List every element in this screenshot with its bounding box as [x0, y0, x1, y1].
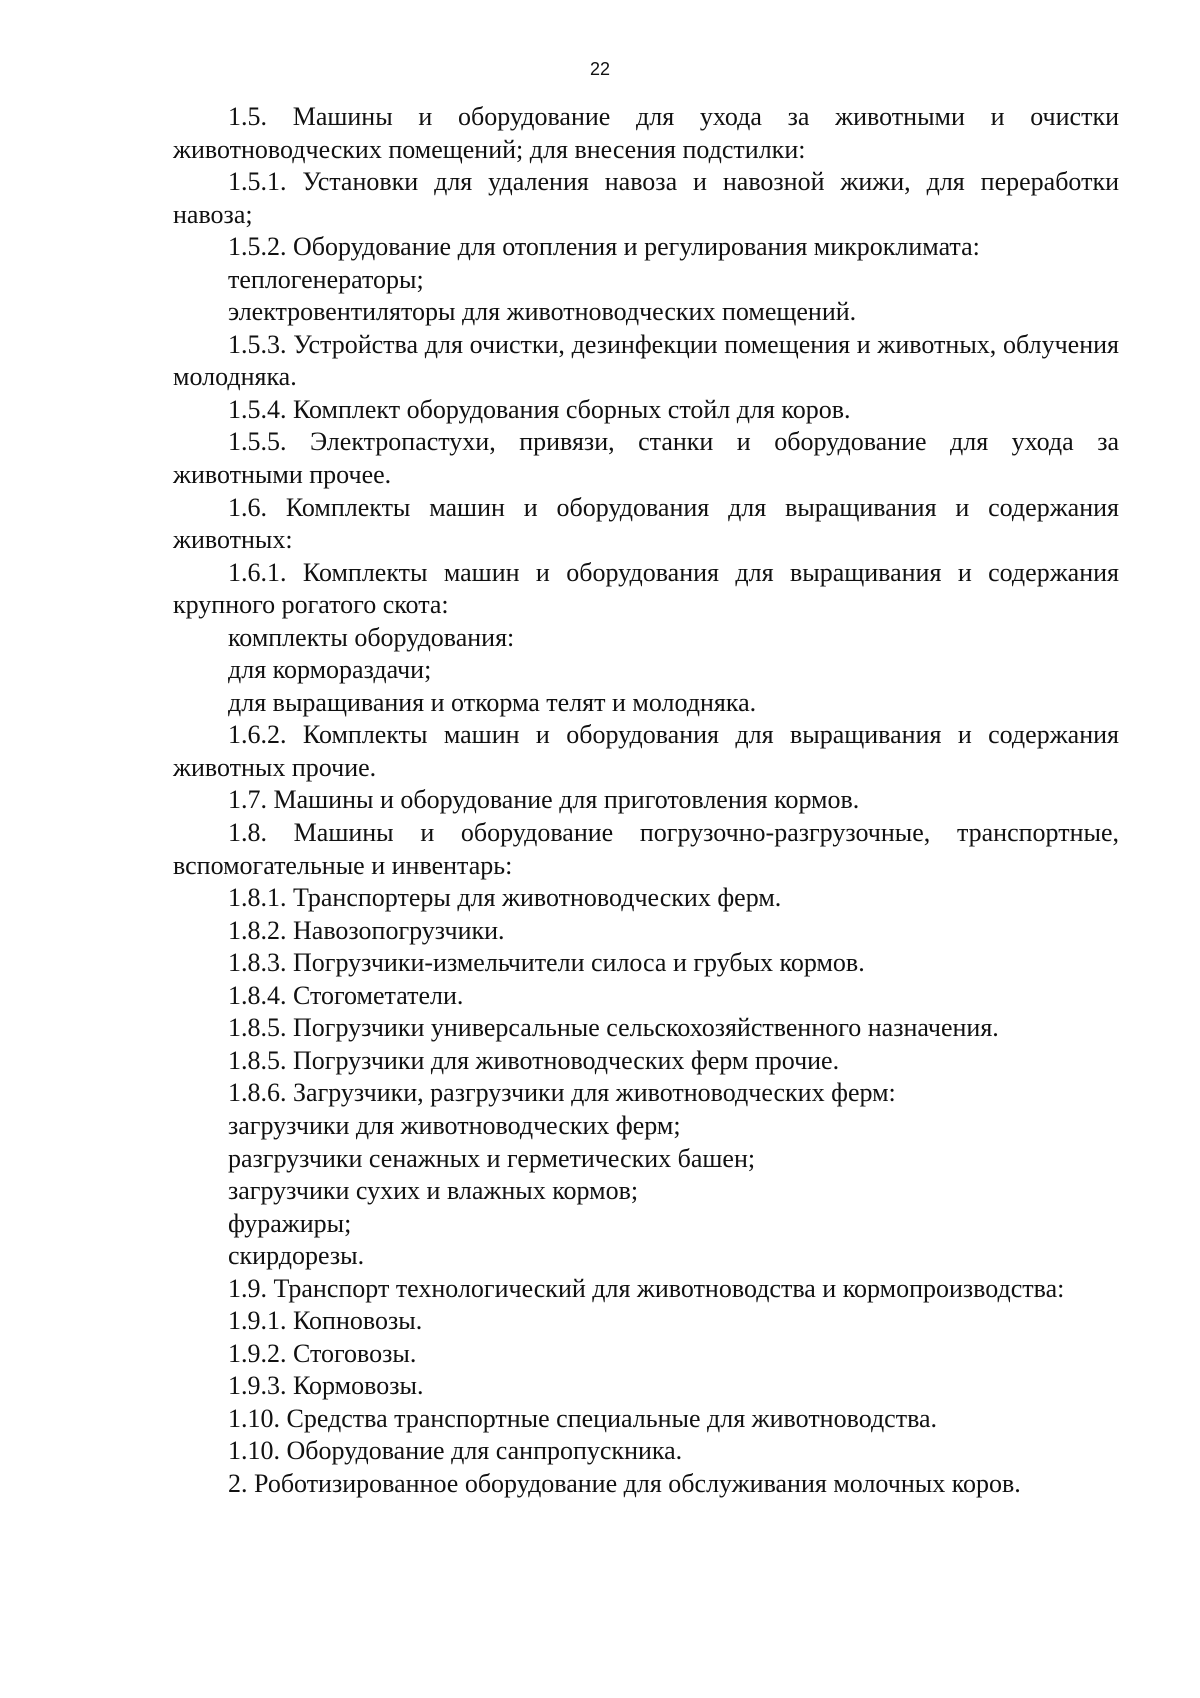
paragraph-1-10-transport: 1.10. Средства транспортные специальные для животноводства. — [228, 1403, 938, 1433]
paragraph-1-8-2: 1.8.2. Навозопогрузчики. — [228, 915, 505, 945]
paragraph-1-8: 1.8. Машины и оборудование погрузочно-разгрузочные, транспортные, вспомогательные и инвентарь: — [173, 818, 1119, 880]
paragraph-1-5: 1.5. Машины и оборудование для ухода за животными и очистки животноводческих помещений; для внесения подстилки: — [173, 102, 1119, 164]
paragraph-1-8-1: 1.8.1. Транспортеры для животноводческих ферм. — [228, 883, 782, 913]
paragraph-1-9-1: 1.9.1. Копновозы. — [228, 1306, 423, 1336]
paragraph-1-5-2: 1.5.2. Оборудование для отопления и регулирования микроклимата: — [228, 232, 980, 262]
paragraph-1-8-3: 1.8.3. Погрузчики-измельчители силоса и грубых кормов. — [228, 948, 865, 978]
paragraph-1-9-2: 1.9.2. Стоговозы. — [228, 1338, 417, 1368]
paragraph-2: 2. Роботизированное оборудование для обслуживания молочных коров. — [228, 1468, 1021, 1498]
list-item-tower-unloaders: разгрузчики сенажных и герметических башен; — [228, 1143, 756, 1173]
paragraph-1-8-4: 1.8.4. Стогометатели. — [228, 980, 464, 1010]
list-item-farm-loaders: загрузчики для животноводческих ферм; — [228, 1110, 681, 1140]
list-item-electric-fans: электровентиляторы для животноводческих помещений. — [228, 297, 857, 327]
paragraph-1-6-1: 1.6.1. Комплекты машин и оборудования для выращивания и содержания крупного рогатого скота: — [173, 557, 1119, 620]
paragraph-1-8-6: 1.8.6. Загрузчики, разгрузчики для животноводческих ферм: — [228, 1078, 896, 1108]
paragraph-1-6-2: 1.6.2. Комплекты машин и оборудования для выращивания и содержания животных прочие. — [173, 720, 1119, 782]
paragraph-1-5-1: 1.5.1. Установки для удаления навоза и навозной жижи, для переработки навоза; — [173, 167, 1119, 229]
list-item-stack-cutters: скирдорезы. — [228, 1241, 365, 1271]
list-item-calf-rearing: для выращивания и откорма телят и молодняка. — [228, 687, 757, 717]
document-body — [173, 101, 1119, 1501]
list-item-heat-generators: теплогенераторы; — [228, 264, 424, 294]
paragraph-1-5-3: 1.5.3. Устройства для очистки, дезинфекции помещения и животных, облучения молодняка. — [173, 329, 1119, 392]
page-number: 22 — [589, 59, 611, 79]
list-item-feed-distribution: для кормораздачи; — [228, 655, 432, 685]
paragraph-1-10-sanitary: 1.10. Оборудование для санпропускника. — [228, 1436, 683, 1466]
list-item-feed-loaders: загрузчики сухих и влажных кормов; — [228, 1176, 639, 1206]
list-item-equipment-sets: комплекты оборудования: — [228, 622, 515, 652]
paragraph-1-7: 1.7. Машины и оборудование для приготовления кормов. — [228, 785, 860, 815]
paragraph-1-9-3: 1.9.3. Кормовозы. — [228, 1371, 424, 1401]
paragraph-1-9: 1.9. Транспорт технологический для животноводства и кормопроизводства: — [228, 1273, 1065, 1303]
paragraph-1-6: 1.6. Комплекты машин и оборудования для выращивания и содержания животных: — [173, 492, 1119, 555]
list-item-foragers: фуражиры; — [228, 1208, 352, 1238]
paragraph-1-5-5: 1.5.5. Электропастухи, привязи, станки и оборудование для ухода за животными прочее. — [173, 427, 1119, 490]
paragraph-1-8-5-other: 1.8.5. Погрузчики для животноводческих ферм прочие. — [228, 1045, 840, 1075]
paragraph-1-5-4: 1.5.4. Комплект оборудования сборных стойл для коров. — [228, 394, 851, 424]
paragraph-1-8-5-universal: 1.8.5. Погрузчики универсальные сельскохозяйственного назначения. — [228, 1013, 999, 1043]
